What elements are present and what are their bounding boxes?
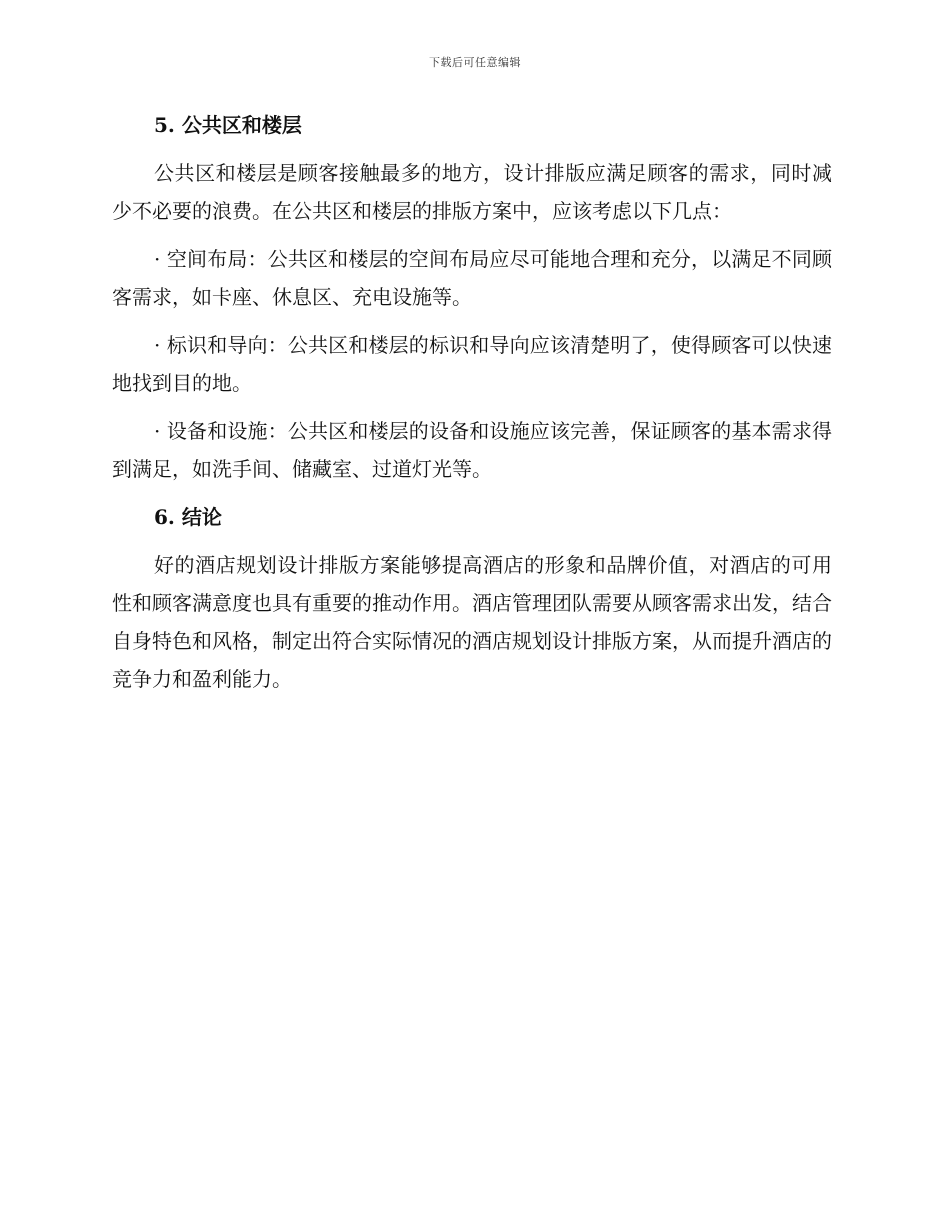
section-6-heading: 6. 结论: [154, 505, 222, 529]
section-5-intro: 公共区和楼层是顾客接触最多的地方，设计排版应满足顾客的需求，同时减少不必要的浪费。在公共区和楼层的排版方案中，应该考虑以下几点：: [112, 161, 832, 223]
list-item-facilities: · 设备和设施：公共区和楼层的设备和设施应该完善，保证顾客的基本需求得到满足，如洗手间、储藏室、过道灯光等。: [112, 419, 832, 481]
document-body: [112, 108, 832, 708]
list-item-space-layout: · 空间布局：公共区和楼层的空间布局应尽可能地合理和充分，以满足不同顾客需求，如卡座、休息区、充电设施等。: [112, 247, 832, 309]
section-6-body: 好的酒店规划设计排版方案能够提高酒店的形象和品牌价值，对酒店的可用性和顾客满意度也具有重要的推动作用。酒店管理团队需要从顾客需求出发，结合自身特色和风格，制定出符合实际情况的酒店规划设计排版方案，从而提升酒店的竞争力和盈利能力。: [112, 553, 832, 691]
page-header: 下载后可任意编辑: [429, 56, 521, 69]
section-5-heading: 5. 公共区和楼层: [154, 113, 302, 137]
list-item-signage: · 标识和导向：公共区和楼层的标识和导向应该清楚明了，使得顾客可以快速地找到目的地。: [112, 333, 832, 395]
